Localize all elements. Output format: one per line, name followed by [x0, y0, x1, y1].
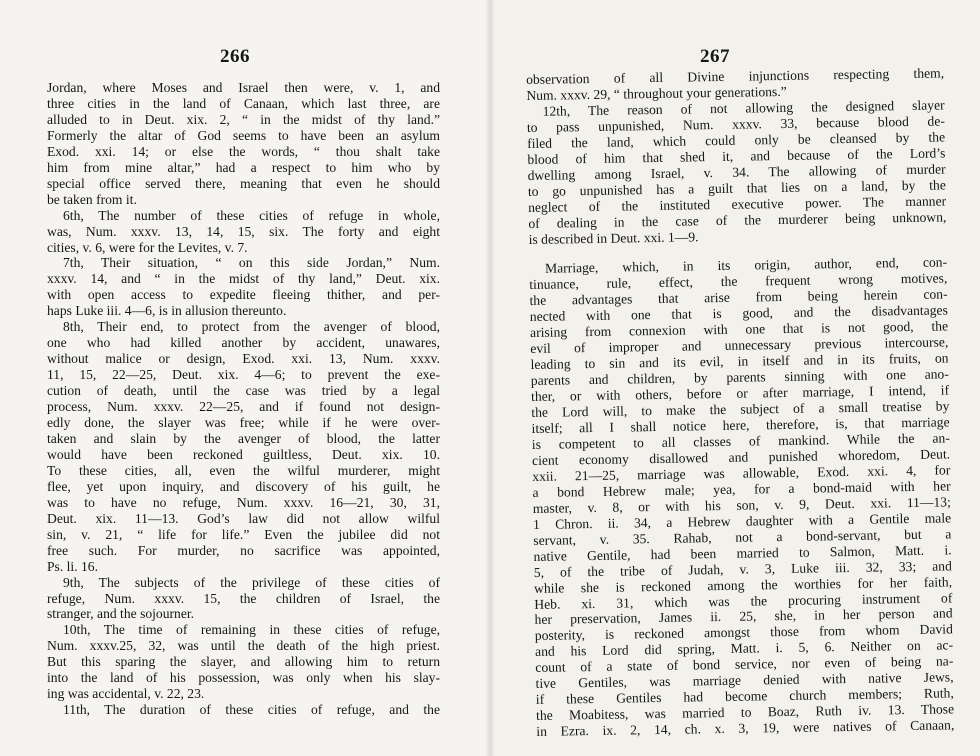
text-line: parents and children, by parents sinning with one ano- — [530, 366, 949, 389]
text-line: itself; all I shall notice here, therefore, is, that marriage — [531, 414, 950, 436]
text-line: To these cities, all, even the wilful murderer, might — [47, 462, 440, 478]
text-line: But this sparing the slayer, and allowing him to return — [47, 654, 440, 670]
page-number: 266 — [220, 46, 250, 67]
text-line: ing was accidental, v. 22, 23. — [47, 686, 205, 702]
text-line: in Ezra. ix. 2, 14, ch. x. 3, 19, were natives of Canaan, — [536, 717, 955, 740]
text-line: is described in Deut. xxi. 1—9. — [528, 228, 699, 247]
text-line: xxxv. 14, and “ in the midst of thy land,” Deut. xix. — [47, 271, 440, 287]
text-line: filed the land, which could only be cleansed by the — [527, 129, 946, 151]
text-line: 10th, The time of remaining in these cities of refuge, — [63, 622, 440, 638]
text-line: while she is reckoned among the worthies for her faith, — [533, 573, 953, 596]
text-line: Exod. xxi. 14; or else the words, “ thou shalt take — [47, 143, 440, 159]
book-gutter — [486, 0, 494, 756]
text-line: the Lord will, to make the subject of a small treatise by — [531, 398, 950, 421]
text-line: be taken from it. — [47, 191, 137, 207]
text-line: of dealing in the case of the murderer being unknown, — [528, 208, 947, 231]
text-line: posterity, is reckoned amongst those from whom David — [534, 621, 953, 644]
text-line: arising from connexion with one that is not good, the — [529, 318, 949, 341]
text-line: ther, or with others, before or after marriage, I intend, if — [530, 382, 950, 405]
text-line: 8th, Their end, to protect from the avenger of blood, — [63, 319, 440, 335]
text-line: tinuance, rule, effect, the frequent wrong motives, — [529, 270, 948, 293]
text-line: taken and slain by the avenger of blood, the latter — [47, 430, 440, 446]
text-line: xxii. 21—25, marriage was allowable, Exod. xxi. 4, for — [532, 462, 951, 484]
text-line: evil of improper and unnecessary previous intercourse, — [530, 334, 949, 357]
text-line: special office served there, meaning that even he should — [47, 175, 440, 191]
text-line: free such. For murder, no sacrifice was appointed, — [47, 542, 440, 558]
text-line: count of a state of bond service, nor even of being na- — [535, 653, 954, 676]
text-line: and his Lord did spring, Matt. i. 5, 6. Neither on ac- — [534, 637, 954, 660]
text-line: a bond Hebrew male; yea, for a bond-maid with her — [532, 478, 951, 500]
text-line: alluded to in Deut. xix. 2, “ in the midst of thy land.” — [47, 111, 440, 127]
text-line: Num. xxxv.25, 32, was until the death of the high priest. — [47, 638, 440, 654]
text-column — [526, 65, 954, 740]
text-line: Jordan, where Moses and Israel then were, v. 1, and — [47, 80, 440, 95]
text-line: 11th, The duration of these cities of refuge, and the — [63, 702, 440, 718]
text-line: sin, v. 21, “ life for life.” Even the jubilee did not — [47, 526, 440, 542]
text-line: 7th, Their situation, “ on this side Jordan,” Num. — [63, 255, 440, 271]
text-line: one who had killed another by accident, unawares, — [47, 335, 440, 351]
text-line: the Moabitess, was married to Boaz, Ruth iv. 13. Those — [535, 701, 955, 724]
text-line: leading to sin and its evil, in itself and in its fruits, on — [530, 350, 949, 373]
text-line: would have been reckoned guiltless, Deut. xix. 10. — [47, 446, 440, 462]
text-line: to pass unpunished, Num. xxxv. 33, because blood de- — [526, 113, 945, 135]
text-line: without malice or design, Exod. xxi. 13, Num. xxxv. — [47, 351, 440, 367]
text-line: 1 Chron. ii. 34, a Hebrew daughter with a Gentile male — [532, 510, 952, 532]
text-line: tive Gentiles, was marriage denied with native Jews, — [535, 669, 954, 692]
text-line: refuge, Num. xxxv. 15, the children of Israel, the — [47, 590, 440, 606]
text-line: cution of death, until the case was tried by a legal — [47, 383, 440, 399]
text-line: three cities in the land of Canaan, which last three, are — [47, 95, 440, 111]
text-line: was to have no refuge, Num. xxxv. 16—21, 30, 31, — [47, 494, 440, 510]
text-line: Ps. li. 16. — [47, 558, 98, 574]
text-line: 6th, The number of these cities of refuge in whole, — [63, 207, 440, 223]
text-line: nected with one that is good, and the disadvantages — [529, 302, 948, 325]
text-line: 11, 15, 22—25, Deut. xix. 4—6; to prevent the exe- — [47, 367, 440, 383]
text-line: cities, v. 6, were for the Levites, v. 7. — [47, 239, 248, 255]
text-line: 5, of the tribe of Judah, v. 3, Luke iii. 32, 33; and — [533, 557, 952, 580]
text-line: servant, v. 35. Rahab, not a bond-servant, but a — [533, 526, 952, 548]
text-line: Marriage, which, in its origin, author, end, con- — [544, 254, 948, 277]
text-line: the advantages that arise from being herein con- — [529, 286, 948, 309]
text-line: native Gentile, had been married to Salmon, Matt. i. — [533, 542, 952, 564]
text-line: was, Num. xxxv. 13, 14, 15, six. The forty and eight — [47, 223, 440, 239]
text-line: 9th, The subjects of the privilege of these cities of — [63, 574, 440, 590]
text-line: Deut. xix. 11—13. God’s law did not allow wilful — [47, 510, 440, 526]
text-line: dwelling among Israel, v. 34. The allowing of murder — [527, 161, 946, 183]
text-line: Num. xxxv. 29, “ throughout your generations.” — [526, 83, 787, 103]
text-line: Formerly the altar of God seems to have been an asylum — [47, 127, 440, 143]
text-line: neglect of the instituted executive power. The manner — [528, 193, 947, 215]
text-line: blood of him that shed it, and because of the Lord’s — [527, 145, 946, 167]
text-line: 12th, The reason of not allowing the designed slayer — [542, 97, 945, 119]
page-number: 267 — [700, 46, 730, 67]
text-column — [47, 80, 440, 718]
text-line: her preservation, James ii. 25, she, in her person and — [534, 605, 953, 628]
text-line: cient economy disallowed and punished whoredom, Deut. — [531, 446, 951, 468]
text-line: him from mine altar,” had a respect to him who by — [47, 159, 440, 175]
text-line: haps Luke iii. 4—6, is in allusion thereunto. — [47, 303, 287, 319]
text-line: if these Gentiles had become church members; Ruth, — [535, 685, 954, 708]
text-line: observation of all Divine injunctions respecting them, — [526, 65, 945, 87]
right-page — [490, 0, 980, 756]
text-line: is competent to all classes of mankind. While the an- — [531, 430, 950, 452]
text-line: to go unpunished has a guilt that lies on a land, by the — [527, 177, 946, 199]
text-line: with open access to expedite fleeing thither, and per- — [47, 287, 440, 303]
text-line: process, Num. xxxv. 22—25, and if found not design- — [47, 399, 440, 415]
text-line: flee, yet upon inquiry, and discovery of his guilt, he — [47, 478, 440, 494]
text-line: into the land of his possession, was only when his slay- — [47, 670, 440, 686]
text-line: edly done, the slayer was free; while if he were over- — [47, 415, 440, 431]
text-line: Heb. xi. 31, which was the procuring instrument of — [534, 589, 953, 612]
text-line: stranger, and the sojourner. — [47, 606, 195, 622]
text-line: master, v. 8, or with his son, v. 9, Deut. xxi. 11—13; — [532, 494, 951, 516]
